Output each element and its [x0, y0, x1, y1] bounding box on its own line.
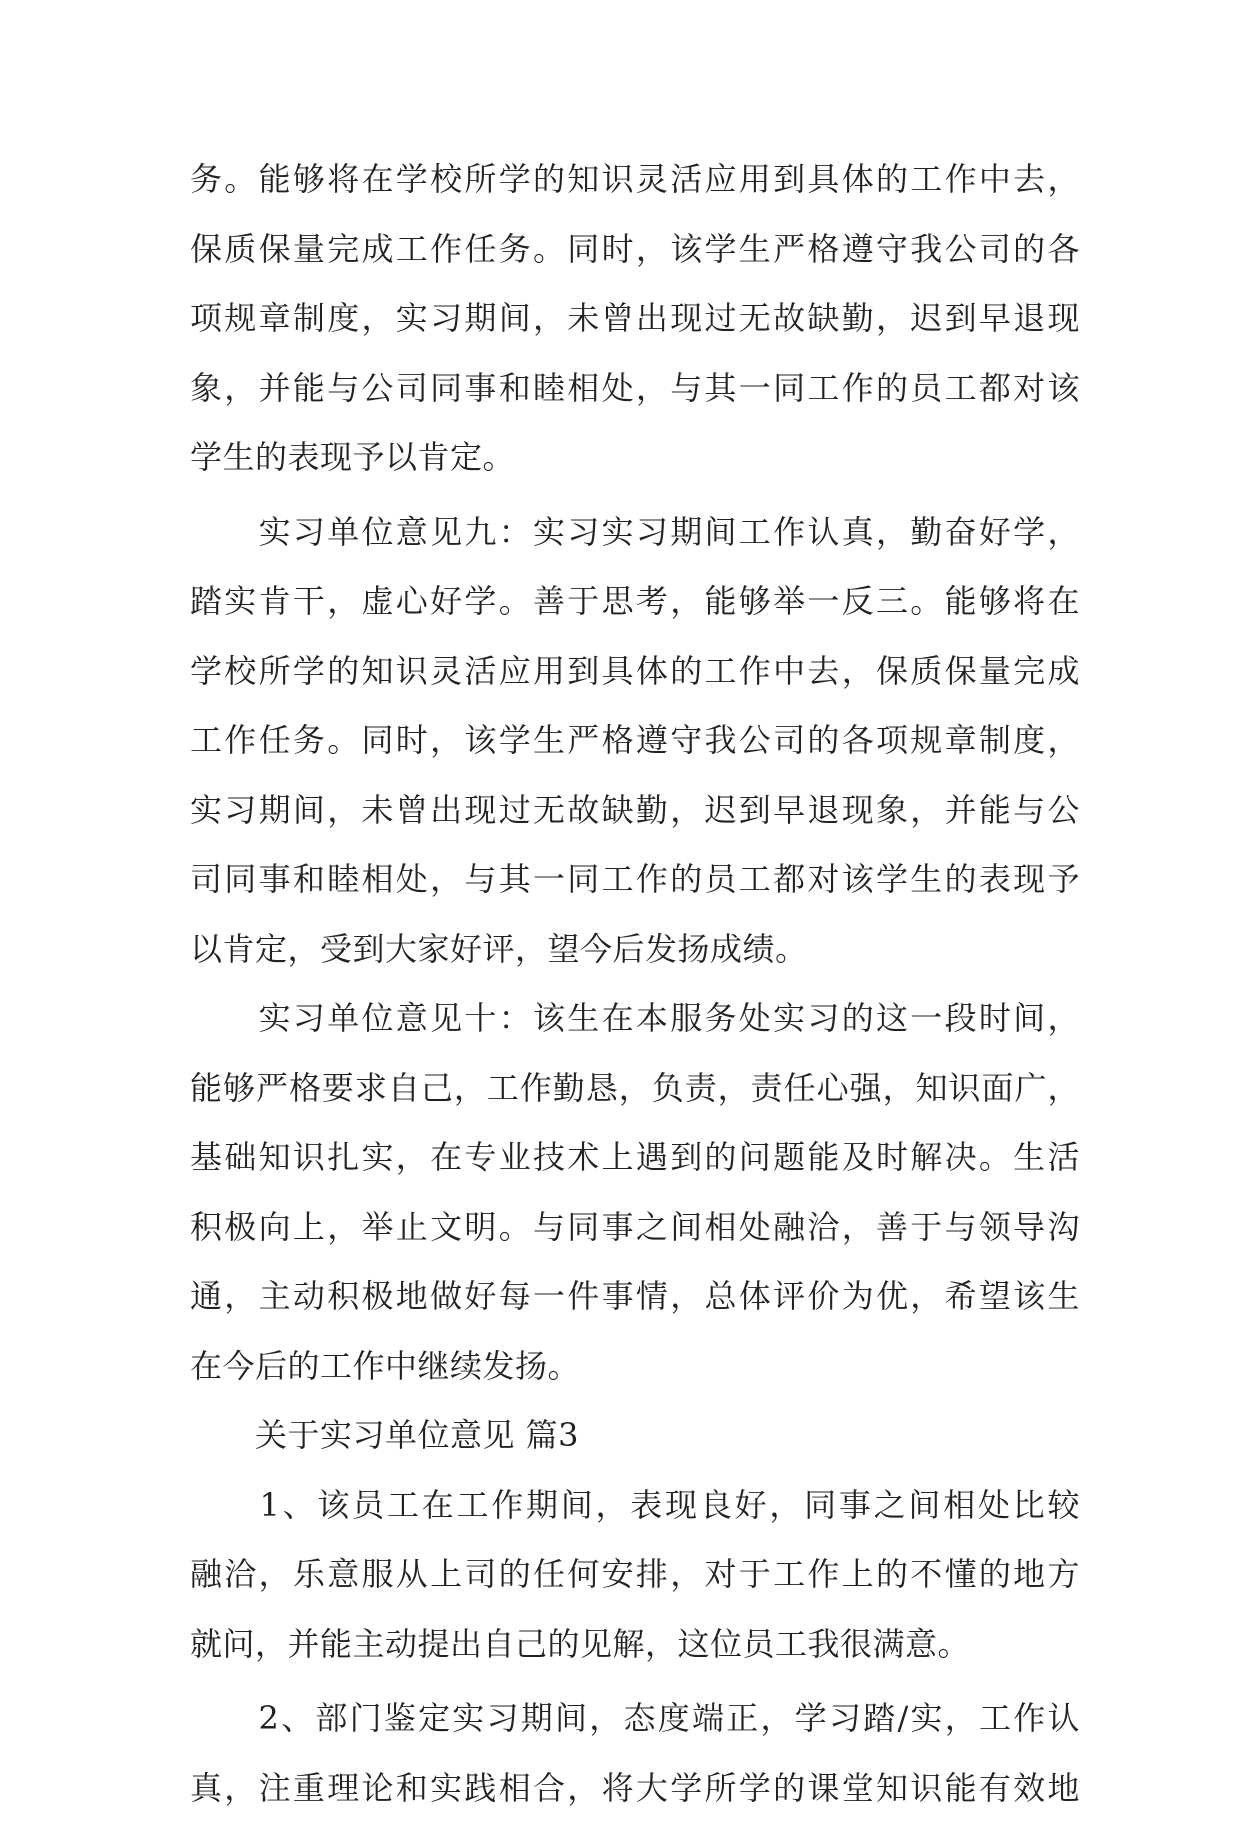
text-line: 能够严格要求自己，工作勤恳，负责，责任心强，知识面广， [190, 1054, 1080, 1124]
text-line: 融洽，乐意服从上司的任何安排，对于工作上的不懂的地方 [190, 1540, 1080, 1610]
text-line: 通，主动积极地做好每一件事情，总体评价为优，希望该生 [190, 1262, 1080, 1332]
text-line: 项规章制度，实习期间，未曾出现过无故缺勤，迟到早退现 [190, 284, 1080, 354]
text-line: 以肯定，受到大家好评，望今后发扬成绩。 [190, 915, 1080, 985]
text-line: 学生的表现予以肯定。 [190, 423, 1080, 493]
paragraph-start-line: 2、部门鉴定实习期间，态度端正，学习踏/实，工作认 [190, 1684, 1080, 1754]
text-line: 基础知识扎实，在专业技术上遇到的问题能及时解决。生活 [190, 1123, 1080, 1193]
section-heading: 关于实习单位意见 篇3 [190, 1401, 1080, 1471]
paragraph-start-line: 实习单位意见九：实习实习期间工作认真，勤奋好学， [190, 498, 1080, 568]
document-body [190, 145, 1080, 1823]
text-line: 真，注重理论和实践相合，将大学所学的课堂知识能有效地 [190, 1754, 1080, 1823]
text-line: 积极向上，举止文明。与同事之间相处融洽，善于与领导沟 [190, 1193, 1080, 1263]
text-line: 学校所学的知识灵活应用到具体的工作中去，保质保量完成 [190, 637, 1080, 707]
text-line: 务。能够将在学校所学的知识灵活应用到具体的工作中去， [190, 145, 1080, 215]
text-line: 工作任务。同时，该学生严格遵守我公司的各项规章制度， [190, 706, 1080, 776]
text-line: 就问，并能主动提出自己的见解，这位员工我很满意。 [190, 1610, 1080, 1680]
text-line: 踏实肯干，虚心好学。善于思考，能够举一反三。能够将在 [190, 567, 1080, 637]
text-line: 在今后的工作中继续发扬。 [190, 1332, 1080, 1402]
text-line: 保质保量完成工作任务。同时，该学生严格遵守我公司的各 [190, 215, 1080, 285]
text-line: 司同事和睦相处，与其一同工作的员工都对该学生的表现予 [190, 845, 1080, 915]
paragraph-start-line: 实习单位意见十：该生在本服务处实习的这一段时间， [190, 984, 1080, 1054]
paragraph-start-line: 1、该员工在工作期间，表现良好，同事之间相处比较 [190, 1471, 1080, 1541]
text-line: 实习期间，未曾出现过无故缺勤，迟到早退现象，并能与公 [190, 776, 1080, 846]
text-line: 象，并能与公司同事和睦相处，与其一同工作的员工都对该 [190, 354, 1080, 424]
